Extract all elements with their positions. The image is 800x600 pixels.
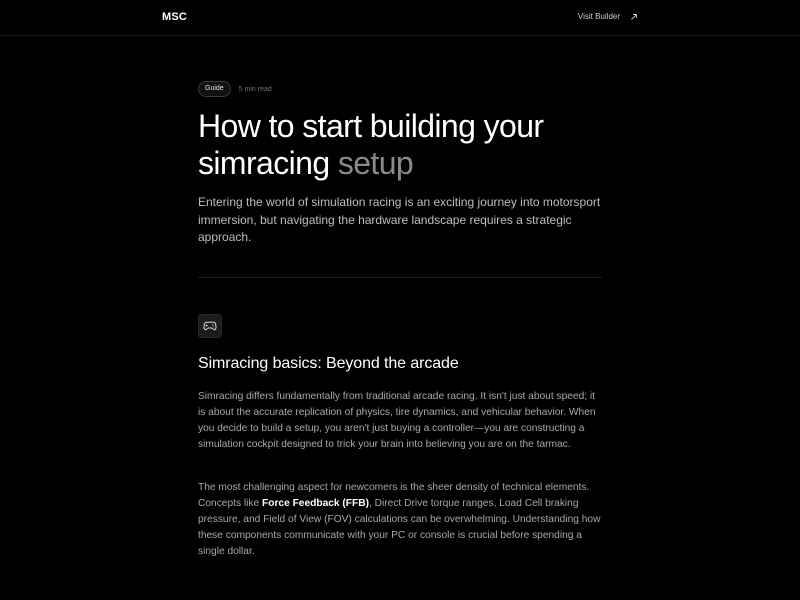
section-heading: Simracing basics: Beyond the arcade: [198, 355, 459, 372]
page-title: [198, 108, 602, 182]
section-paragraph-2: [198, 480, 602, 560]
read-time: 5 min read: [238, 85, 272, 93]
gamepad-icon: [203, 321, 217, 331]
arrow-up-right-icon: [630, 13, 638, 21]
title-line-1: How to start building your: [198, 108, 544, 144]
category-badge: Guide: [198, 81, 231, 97]
lead-paragraph: Entering the world of simulation racing is an exciting journey into motorsport immersion, but navigating the hardware landscape requires a strategic approach.: [198, 195, 601, 244]
title-line-2-main: simracing: [198, 145, 338, 181]
visit-builder-label: Visit Builder: [577, 12, 620, 21]
paragraph-2-rest: , Direct Drive torque ranges, Load Cell braking pressure, and Field of View (FOV) calculations can be overwhelming. Understanding how these components communicate with your PC or console is crucial before spending a single dollar.: [198, 498, 601, 557]
title-line-2-muted: setup: [337, 145, 414, 181]
top-navigation-bar: [0, 0, 800, 36]
visit-builder-link[interactable]: [578, 12, 638, 21]
paragraph-2-intro: The most challenging aspect for newcomers is the sheer density of technical elements. Concepts like: [198, 482, 590, 509]
section-paragraph-1: Simracing differs fundamentally from traditional arcade racing. It isn't just about speed; it is about the accurate replication of physics, tire dynamics, and vehicular behavior. When you decide to build a setup, you aren't just buying a controller—you are constructing a simulation cockpit designed to trick your brain into believing you are on the tarmac.: [198, 391, 596, 450]
article-meta: [198, 81, 272, 97]
ffb-highlight: Force Feedback (FFB): [262, 498, 369, 509]
section-divider: [198, 277, 602, 278]
logo[interactable]: MSC: [162, 11, 188, 23]
section-icon-box: [198, 314, 222, 338]
